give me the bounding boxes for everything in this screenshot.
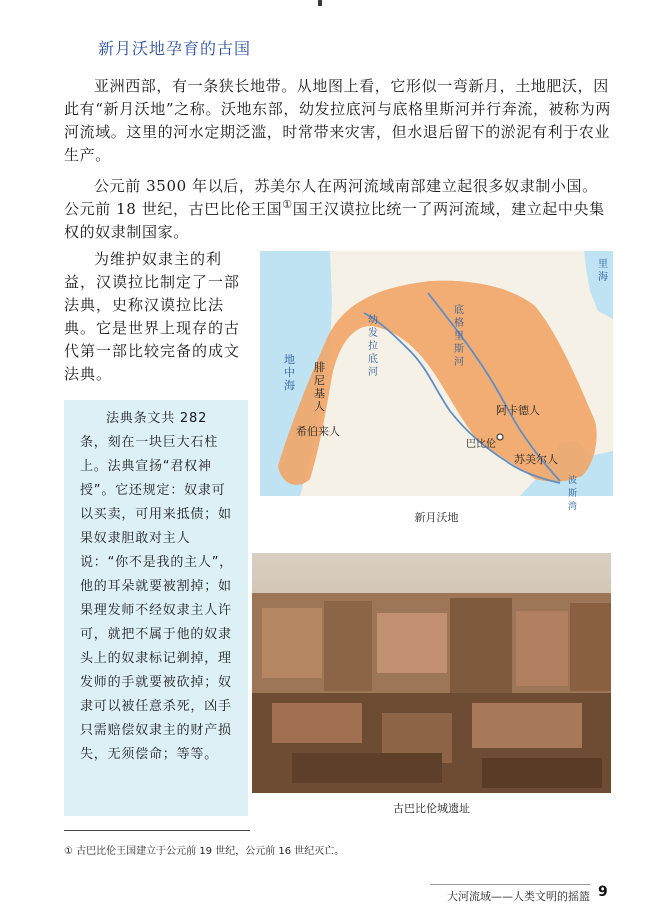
label-babylon: 巴比伦 bbox=[466, 439, 496, 450]
label-euphrates: 幼发拉底河 bbox=[368, 315, 378, 378]
ruins-photo-graphic bbox=[252, 553, 611, 793]
top-margin-mark bbox=[318, 0, 322, 6]
page-number: 9 bbox=[598, 884, 608, 900]
paragraph-crescent-region: 亚洲西部，有一条狭长地带。从地图上看，它形似一弯新月，土地肥沃，因此有“新月沃地”之称。沃地东部，幼发拉底河与底格里斯河并行奔流，被称为两河流域。这里的河水定期泛滥，时常带来灾害，但水退后留下的淤泥有利于农业生产。 bbox=[64, 77, 611, 164]
chapter-footer-title: 大河流域——人类文明的摇篮 bbox=[447, 890, 590, 903]
footer-rule bbox=[430, 884, 590, 885]
babylon-marker bbox=[497, 434, 503, 440]
footnote: ① 古巴比伦王国建立于公元前 19 世纪，公元前 16 世纪灭亡。 bbox=[64, 846, 345, 857]
paragraph-2-part-b: 国王汉谟拉比统一了两河流域，建立起中央集权的奴隶制国家。 bbox=[64, 200, 605, 241]
label-sumerians: 苏美尔人 bbox=[514, 453, 558, 466]
fertile-crescent-map bbox=[260, 251, 613, 512]
map-caption: 新月沃地 bbox=[414, 511, 459, 524]
law-code-sidebar: 法典条文共 282 条，刻在一块巨大石柱上。法典宣扬“君权神授”。它还规定：奴隶可以买卖，可用来抵债；如果奴隶胆敢对主人说：“你不是我的主人”，他的耳朵就要被割掉；如果理发师不经奴隶主人许可，就把不属于他的奴隶头上的奴隶标记剃掉，理发师的手就要被砍掉；奴隶可以被任意杀死，凶手只需赔偿奴隶主的财产损失，无须偿命；等等。 bbox=[64, 400, 248, 816]
babylon-ruins-photo bbox=[252, 553, 611, 793]
photo-caption: 古巴比伦城遗址 bbox=[393, 802, 470, 815]
label-akkadians: 阿卡德人 bbox=[496, 404, 540, 417]
paragraph-hammurabi-code: 为维护奴隶主的利益，汉谟拉比制定了一部法典，史称汉谟拉比法典。它是世界上现存的古代第一部比较完备的成文法典。 bbox=[64, 250, 241, 383]
footnote-rule bbox=[64, 830, 250, 831]
label-mediterranean: 地中海 bbox=[284, 353, 295, 392]
section-title: 新月沃地孕育的古国 bbox=[98, 39, 252, 58]
label-persian-gulf: 波斯湾 bbox=[568, 476, 578, 512]
label-caspian: 里海 bbox=[598, 259, 608, 283]
label-hebrews: 希伯来人 bbox=[296, 425, 340, 438]
label-phoenicians: 腓尼基人 bbox=[314, 361, 325, 413]
footnote-marker: ① bbox=[282, 198, 293, 211]
label-tigris: 底格里斯河 bbox=[454, 305, 464, 368]
paragraph-2-part-a: 公元前 3500 年以后，苏美尔人在两河流域南部建立起很多奴隶制小国。公元前 18 世纪，古巴比伦王国 bbox=[64, 177, 598, 218]
map-graphic bbox=[260, 251, 613, 512]
paragraph-sumer-babylon bbox=[64, 175, 612, 244]
